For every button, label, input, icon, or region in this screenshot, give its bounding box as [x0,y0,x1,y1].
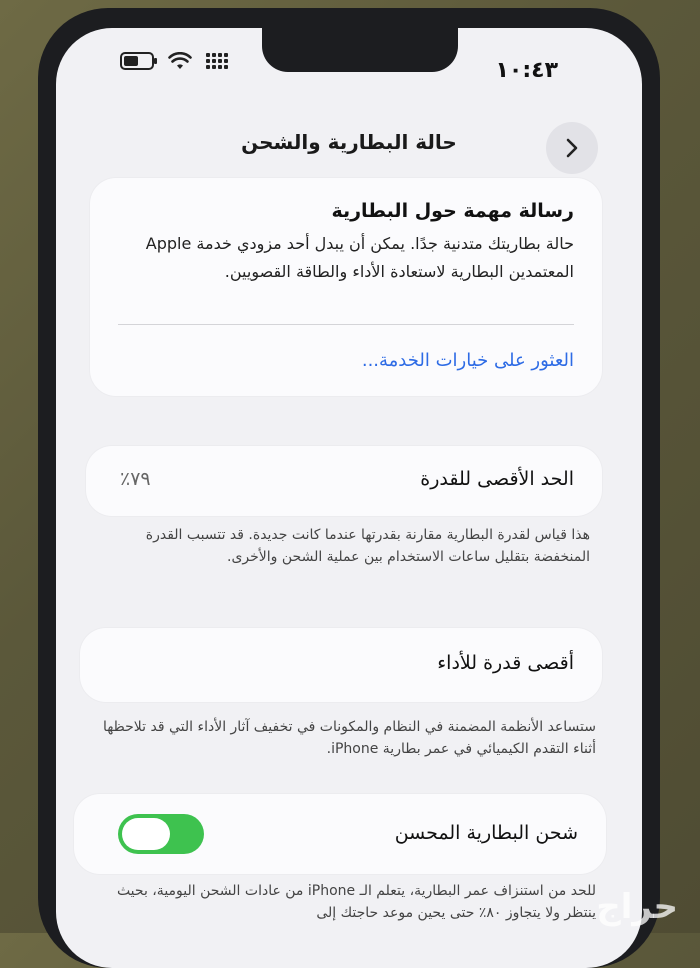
message-title: رسالة مهمة حول البطارية [331,200,574,222]
watermark-logo: حراج [596,887,678,927]
message-body: حالة بطاريتك متدنية جدًا. يمكن أن يبدل أحد مزودي خدمة Apple المعتمدين البطارية لاستعادة الأداء والطاقة القصويين. [145,234,574,281]
battery-icon [120,52,154,70]
signal-icon [206,53,228,69]
peak-performance-footnote: ستساعد الأنظمة المضمنة في النظام والمكونات في تخفيف آثار الأداء التي قد تلاحظها أثناء التقدم الكيميائي في عمر بطارية iPhone. [102,719,596,757]
optimized-charging-row [74,794,606,874]
peak-performance-row [80,628,602,702]
wifi-icon [168,52,192,70]
optimized-charging-toggle[interactable] [118,814,204,854]
find-service-options-link[interactable]: العثور على خيارات الخدمة... [361,350,574,371]
divider [118,324,574,325]
maximum-capacity-label: الحد الأقصى للقدرة [420,468,574,490]
important-message-card [90,178,602,396]
page-title: حالة البطارية والشحن [241,130,457,154]
maximum-capacity-footnote: هذا قياس لقدرة البطارية مقارنة بقدرتها عندما كانت جديدة. قد تتسبب القدرة المنخفضة بتقليل ساعات الاستخدام بين عملية الشحن والأخرى. [145,527,590,565]
peak-performance-label: أقصى قدرة للأداء [437,652,574,674]
status-icons [120,52,228,70]
notch [262,28,458,72]
maximum-capacity-row [86,446,602,516]
optimized-charging-label: شحن البطارية المحسن [394,822,578,844]
toggle-knob [122,818,170,850]
screen [56,28,642,968]
status-time: ١٠:٤٣ [495,58,558,83]
maximum-capacity-value: ٪٧٩ [120,468,151,490]
optimized-charging-footnote: للحد من استنزاف عمر البطارية، يتعلم الـ iPhone من عادات الشحن اليومية، بحيث ينتظر ولا يتجاوز ٨٠٪ حتى يحين موعد حاجتك إلى [116,883,596,921]
